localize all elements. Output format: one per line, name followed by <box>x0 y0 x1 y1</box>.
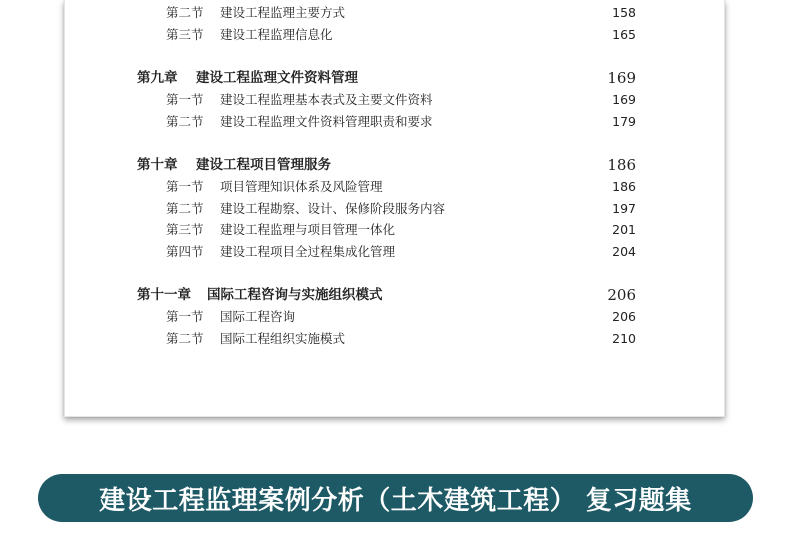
section-title: 建设工程监理信息化 <box>220 27 333 42</box>
chapter-title: 建设工程项目管理服务 <box>196 157 331 173</box>
toc-chapter-row <box>65 286 724 304</box>
section-number: 第一节 <box>166 92 204 107</box>
chapter-number: 第十一章 <box>137 287 191 303</box>
page-number: 204 <box>612 244 636 259</box>
toc-section-row <box>65 178 724 196</box>
page-number: 179 <box>612 114 636 129</box>
page-number: 206 <box>612 309 636 324</box>
section-number: 第三节 <box>166 27 204 42</box>
page-number: 201 <box>612 222 636 237</box>
section-title: 建设工程监理文件资料管理职责和要求 <box>220 114 433 129</box>
toc-chapter-row <box>65 69 724 87</box>
toc-chapter-row <box>65 156 724 174</box>
chapter-title: 国际工程咨询与实施组织模式 <box>207 287 383 303</box>
toc-page <box>64 0 725 417</box>
page-number: 169 <box>612 92 636 107</box>
section-number: 第四节 <box>166 244 204 259</box>
section-number: 第二节 <box>166 114 204 129</box>
section-title: 建设工程监理与项目管理一体化 <box>220 222 396 237</box>
chapter-title: 建设工程监理文件资料管理 <box>196 70 358 86</box>
section-title: 建设工程监理主要方式 <box>220 5 346 20</box>
section-number: 第一节 <box>166 309 204 324</box>
chapter-number: 第九章 <box>137 70 178 86</box>
section-number: 第二节 <box>166 5 204 20</box>
section-title: 国际工程组织实施模式 <box>220 331 346 346</box>
page-number: 197 <box>612 201 636 216</box>
page-number: 158 <box>612 5 636 20</box>
section-title: 建设工程勘察、设计、保修阶段服务内容 <box>220 201 446 216</box>
section-title: 项目管理知识体系及风险管理 <box>220 179 383 194</box>
page-number: 206 <box>607 286 636 304</box>
toc-section-row <box>65 200 724 218</box>
section-number: 第二节 <box>166 201 204 216</box>
section-number: 第三节 <box>166 222 204 237</box>
book-title-text: 建设工程监理案例分析（土木建筑工程） 复习题集 <box>99 485 692 516</box>
page-number: 186 <box>607 156 636 174</box>
toc-section-row <box>65 221 724 239</box>
section-number: 第一节 <box>166 179 204 194</box>
chapter-number: 第十章 <box>137 157 178 173</box>
toc-section-row <box>65 113 724 131</box>
page-number: 169 <box>607 69 636 87</box>
toc-section-row <box>65 330 724 348</box>
section-title: 建设工程项目全过程集成化管理 <box>220 244 396 259</box>
toc-section-row <box>65 4 724 22</box>
toc-section-row <box>65 243 724 261</box>
section-title: 建设工程监理基本表式及主要文件资料 <box>220 92 433 107</box>
toc-section-row <box>65 91 724 109</box>
toc-section-row <box>65 26 724 44</box>
page-number: 210 <box>612 331 636 346</box>
book-title-banner <box>38 474 753 522</box>
toc-section-row <box>65 308 724 326</box>
page-number: 186 <box>612 179 636 194</box>
section-title: 国际工程咨询 <box>220 309 296 324</box>
page-number: 165 <box>612 27 636 42</box>
section-number: 第二节 <box>166 331 204 346</box>
